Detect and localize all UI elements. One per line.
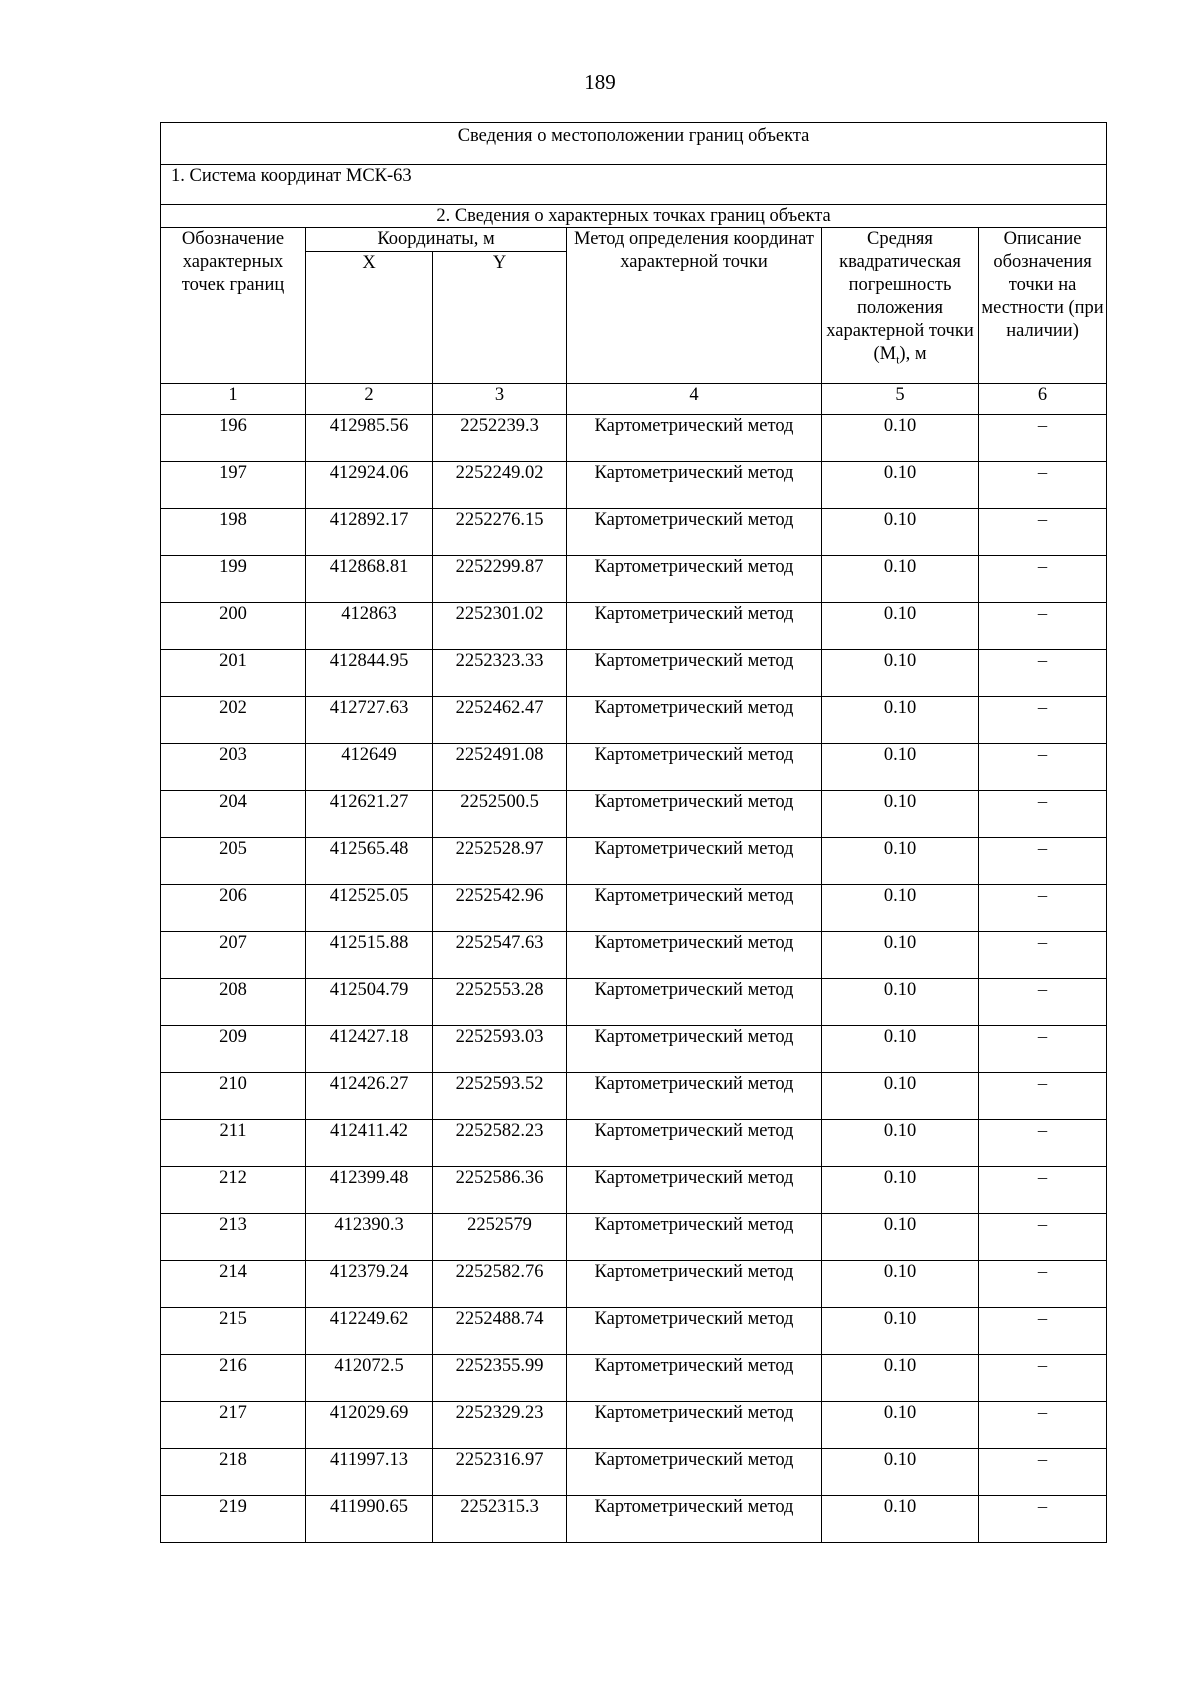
table-row: [161, 791, 1107, 838]
method-cell: Картометрический метод: [567, 932, 822, 979]
point-cell: 207: [161, 932, 306, 979]
x-coordinate-cell: 412504.79: [306, 979, 433, 1026]
table-row: [161, 556, 1107, 603]
mean-error-cell: 0.10: [822, 1261, 979, 1308]
y-coordinate-cell: 2252547.63: [433, 932, 567, 979]
point-cell: 210: [161, 1073, 306, 1120]
table-row: [161, 1120, 1107, 1167]
header-mean-error-subscript: t: [896, 352, 900, 367]
header-point-designation: Обозначение характерных точек границ: [161, 228, 306, 384]
table-row: [161, 979, 1107, 1026]
y-coordinate-cell: 2252301.02: [433, 603, 567, 650]
x-coordinate-cell: 412727.63: [306, 697, 433, 744]
mean-error-cell: 0.10: [822, 603, 979, 650]
description-cell: –: [979, 1402, 1107, 1449]
description-cell: –: [979, 1496, 1107, 1543]
y-coordinate-cell: 2252586.36: [433, 1167, 567, 1214]
description-cell: –: [979, 1073, 1107, 1120]
mean-error-cell: 0.10: [822, 1120, 979, 1167]
method-cell: Картометрический метод: [567, 697, 822, 744]
description-cell: –: [979, 1261, 1107, 1308]
mean-error-cell: 0.10: [822, 979, 979, 1026]
y-coordinate-cell: 2252276.15: [433, 509, 567, 556]
y-coordinate-cell: 2252593.52: [433, 1073, 567, 1120]
table-row: [161, 1496, 1107, 1543]
x-coordinate-cell: 412621.27: [306, 791, 433, 838]
mean-error-cell: 0.10: [822, 1026, 979, 1073]
method-cell: Картометрический метод: [567, 1449, 822, 1496]
y-coordinate-cell: 2252329.23: [433, 1402, 567, 1449]
table-row: [161, 932, 1107, 979]
table-row: [161, 1402, 1107, 1449]
point-cell: 200: [161, 603, 306, 650]
method-cell: Картометрический метод: [567, 791, 822, 838]
mean-error-cell: 0.10: [822, 932, 979, 979]
column-number: 3: [433, 384, 567, 415]
method-cell: Картометрический метод: [567, 650, 822, 697]
points-section-row: [161, 205, 1107, 228]
boundary-points-table: [160, 122, 1107, 1543]
mean-error-cell: 0.10: [822, 1402, 979, 1449]
mean-error-cell: 0.10: [822, 509, 979, 556]
x-coordinate-cell: 412072.5: [306, 1355, 433, 1402]
y-coordinate-cell: 2252491.08: [433, 744, 567, 791]
description-cell: –: [979, 1120, 1107, 1167]
y-coordinate-cell: 2252299.87: [433, 556, 567, 603]
y-coordinate-cell: 2252593.03: [433, 1026, 567, 1073]
table-row: [161, 650, 1107, 697]
point-cell: 196: [161, 415, 306, 462]
mean-error-cell: 0.10: [822, 650, 979, 697]
y-coordinate-cell: 2252528.97: [433, 838, 567, 885]
method-cell: Картометрический метод: [567, 462, 822, 509]
x-coordinate-cell: 412924.06: [306, 462, 433, 509]
point-cell: 204: [161, 791, 306, 838]
method-cell: Картометрический метод: [567, 1496, 822, 1543]
description-cell: –: [979, 556, 1107, 603]
point-cell: 202: [161, 697, 306, 744]
x-coordinate-cell: 412868.81: [306, 556, 433, 603]
table-row: [161, 1167, 1107, 1214]
table-row: [161, 1449, 1107, 1496]
point-cell: 213: [161, 1214, 306, 1261]
description-cell: –: [979, 415, 1107, 462]
table-row: [161, 744, 1107, 791]
table-row: [161, 885, 1107, 932]
point-cell: 212: [161, 1167, 306, 1214]
column-number: 1: [161, 384, 306, 415]
method-cell: Картометрический метод: [567, 1261, 822, 1308]
method-cell: Картометрический метод: [567, 1214, 822, 1261]
method-cell: Картометрический метод: [567, 979, 822, 1026]
mean-error-cell: 0.10: [822, 791, 979, 838]
x-coordinate-cell: 412863: [306, 603, 433, 650]
mean-error-cell: 0.10: [822, 415, 979, 462]
method-cell: Картометрический метод: [567, 838, 822, 885]
method-cell: Картометрический метод: [567, 509, 822, 556]
method-cell: Картометрический метод: [567, 1026, 822, 1073]
point-cell: 197: [161, 462, 306, 509]
description-cell: –: [979, 1308, 1107, 1355]
column-number: 2: [306, 384, 433, 415]
y-coordinate-cell: 2252582.76: [433, 1261, 567, 1308]
x-coordinate-cell: 412426.27: [306, 1073, 433, 1120]
description-cell: –: [979, 838, 1107, 885]
x-coordinate-cell: 411997.13: [306, 1449, 433, 1496]
column-number: 4: [567, 384, 822, 415]
x-coordinate-cell: 412379.24: [306, 1261, 433, 1308]
description-cell: –: [979, 697, 1107, 744]
mean-error-cell: 0.10: [822, 838, 979, 885]
y-coordinate-cell: 2252542.96: [433, 885, 567, 932]
x-coordinate-cell: 412565.48: [306, 838, 433, 885]
header-row: [161, 228, 1107, 252]
description-cell: –: [979, 650, 1107, 697]
method-cell: Картометрический метод: [567, 603, 822, 650]
header-x: X: [306, 252, 433, 384]
y-coordinate-cell: 2252323.33: [433, 650, 567, 697]
mean-error-cell: 0.10: [822, 462, 979, 509]
y-coordinate-cell: 2252249.02: [433, 462, 567, 509]
method-cell: Картометрический метод: [567, 1308, 822, 1355]
table-row: [161, 1026, 1107, 1073]
point-cell: 205: [161, 838, 306, 885]
table-row: [161, 462, 1107, 509]
x-coordinate-cell: 412411.42: [306, 1120, 433, 1167]
x-coordinate-cell: 412399.48: [306, 1167, 433, 1214]
y-coordinate-cell: 2252355.99: [433, 1355, 567, 1402]
table-row: [161, 1214, 1107, 1261]
description-cell: –: [979, 791, 1107, 838]
description-cell: –: [979, 744, 1107, 791]
description-cell: –: [979, 1355, 1107, 1402]
method-cell: Картометрический метод: [567, 885, 822, 932]
point-cell: 216: [161, 1355, 306, 1402]
point-cell: 201: [161, 650, 306, 697]
point-cell: 203: [161, 744, 306, 791]
column-numbers-row: [161, 384, 1107, 415]
table-row: [161, 1261, 1107, 1308]
mean-error-cell: 0.10: [822, 556, 979, 603]
table-title-row: [161, 123, 1107, 165]
description-cell: –: [979, 603, 1107, 650]
coordinate-system-label: 1. Система координат МСК-63: [161, 165, 1107, 205]
point-cell: 217: [161, 1402, 306, 1449]
description-cell: –: [979, 1026, 1107, 1073]
point-cell: 215: [161, 1308, 306, 1355]
description-cell: –: [979, 979, 1107, 1026]
mean-error-cell: 0.10: [822, 885, 979, 932]
x-coordinate-cell: 412515.88: [306, 932, 433, 979]
y-coordinate-cell: 2252316.97: [433, 1449, 567, 1496]
method-cell: Картометрический метод: [567, 556, 822, 603]
x-coordinate-cell: 412525.05: [306, 885, 433, 932]
method-cell: Картометрический метод: [567, 415, 822, 462]
x-coordinate-cell: 412029.69: [306, 1402, 433, 1449]
x-coordinate-cell: 411990.65: [306, 1496, 433, 1543]
description-cell: –: [979, 932, 1107, 979]
header-y: Y: [433, 252, 567, 384]
y-coordinate-cell: 2252488.74: [433, 1308, 567, 1355]
method-cell: Картометрический метод: [567, 1167, 822, 1214]
method-cell: Картометрический метод: [567, 1355, 822, 1402]
header-mean-error: [822, 228, 979, 384]
y-coordinate-cell: 2252553.28: [433, 979, 567, 1026]
point-cell: 209: [161, 1026, 306, 1073]
mean-error-cell: 0.10: [822, 1496, 979, 1543]
point-cell: 199: [161, 556, 306, 603]
mean-error-cell: 0.10: [822, 1355, 979, 1402]
points-section-label: 2. Сведения о характерных точках границ объекта: [161, 205, 1107, 228]
point-cell: 198: [161, 509, 306, 556]
mean-error-cell: 0.10: [822, 1308, 979, 1355]
description-cell: –: [979, 1167, 1107, 1214]
y-coordinate-cell: 2252462.47: [433, 697, 567, 744]
description-cell: –: [979, 1449, 1107, 1496]
description-cell: –: [979, 509, 1107, 556]
table-row: [161, 838, 1107, 885]
method-cell: Картометрический метод: [567, 1402, 822, 1449]
y-coordinate-cell: 2252315.3: [433, 1496, 567, 1543]
header-mean-error-unit: ), м: [899, 344, 927, 364]
table-row: [161, 1073, 1107, 1120]
header-method: Метод определения координат характерной точки: [567, 228, 822, 384]
description-cell: –: [979, 1214, 1107, 1261]
x-coordinate-cell: 412649: [306, 744, 433, 791]
description-cell: –: [979, 462, 1107, 509]
y-coordinate-cell: 2252500.5: [433, 791, 567, 838]
x-coordinate-cell: 412427.18: [306, 1026, 433, 1073]
point-cell: 206: [161, 885, 306, 932]
header-mean-error-text: Средняя квадратическая погрешность положения характерной точки (M: [826, 229, 974, 364]
point-cell: 211: [161, 1120, 306, 1167]
header-coordinates: Координаты, м: [306, 228, 567, 252]
y-coordinate-cell: 2252239.3: [433, 415, 567, 462]
y-coordinate-cell: 2252579: [433, 1214, 567, 1261]
mean-error-cell: 0.10: [822, 744, 979, 791]
mean-error-cell: 0.10: [822, 1073, 979, 1120]
table-title: Сведения о местоположении границ объекта: [161, 123, 1107, 165]
point-cell: 214: [161, 1261, 306, 1308]
mean-error-cell: 0.10: [822, 697, 979, 744]
point-cell: 208: [161, 979, 306, 1026]
x-coordinate-cell: 412892.17: [306, 509, 433, 556]
column-number: 5: [822, 384, 979, 415]
x-coordinate-cell: 412985.56: [306, 415, 433, 462]
mean-error-cell: 0.10: [822, 1167, 979, 1214]
table-row: [161, 509, 1107, 556]
point-cell: 219: [161, 1496, 306, 1543]
header-description: Описание обозначения точки на местности (при наличии): [979, 228, 1107, 384]
point-cell: 218: [161, 1449, 306, 1496]
x-coordinate-cell: 412844.95: [306, 650, 433, 697]
table-row: [161, 1355, 1107, 1402]
mean-error-cell: 0.10: [822, 1214, 979, 1261]
method-cell: Картометрический метод: [567, 1073, 822, 1120]
x-coordinate-cell: 412249.62: [306, 1308, 433, 1355]
page-number: 189: [584, 70, 616, 94]
y-coordinate-cell: 2252582.23: [433, 1120, 567, 1167]
method-cell: Картометрический метод: [567, 1120, 822, 1167]
coordinate-system-row: [161, 165, 1107, 205]
table-row: [161, 1308, 1107, 1355]
description-cell: –: [979, 885, 1107, 932]
column-number: 6: [979, 384, 1107, 415]
x-coordinate-cell: 412390.3: [306, 1214, 433, 1261]
table-row: [161, 415, 1107, 462]
method-cell: Картометрический метод: [567, 744, 822, 791]
mean-error-cell: 0.10: [822, 1449, 979, 1496]
table-row: [161, 603, 1107, 650]
table-row: [161, 697, 1107, 744]
